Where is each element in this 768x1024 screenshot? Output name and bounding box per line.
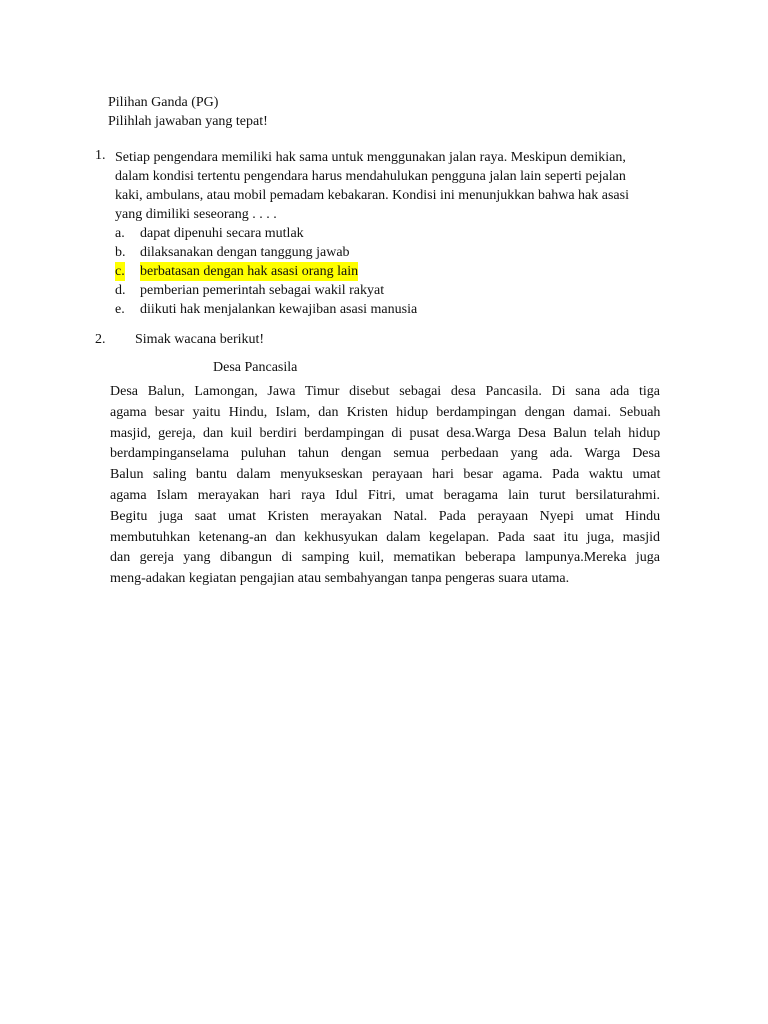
- option-text: dapat dipenuhi secara mutlak: [140, 226, 304, 241]
- option-letter-highlighted: c.: [115, 264, 125, 279]
- option-letter: e.: [115, 302, 125, 317]
- passage-line: Balun saling bantu dalam menyukseskan perayaan hari besar agama. Pada waktu umat: [110, 467, 661, 483]
- option-text: pemberian pemerintah sebagai wakil rakyat: [140, 283, 385, 298]
- passage-title: Desa Pancasila: [213, 360, 298, 375]
- section-title: Pilihan Ganda (PG): [108, 95, 219, 110]
- passage-line: dan gereja yang dibangun di samping kuil, mematikan beberapa lampunya.Mereka juga: [110, 550, 660, 566]
- passage-line: berdampinganselama puluhan tahun dengan semua perbedaan yang ada. Warga Desa: [110, 446, 661, 462]
- question-number: 2.: [95, 332, 106, 347]
- stem-line: kaki, ambulans, atau mobil pemadam kebakaran. Kondisi ini menunjukkan bahwa hak asasi: [115, 188, 629, 203]
- option-text-highlighted: berbatasan dengan hak asasi orang lain: [140, 264, 359, 279]
- passage-line: Begitu juga saat umat Kristen merayakan Natal. Pada perayaan Nyepi umat Hindu: [110, 508, 661, 524]
- passage-line: meng-adakan kegiatan pengajian atau sembahyangan tanpa pengeras suara utama.: [110, 571, 570, 587]
- passage-line: masjid, gereja, dan kuil berdiri berdampingan di pusat desa.Warga Desa Balun telah hidup: [110, 425, 661, 441]
- section-instruction: Pilihlah jawaban yang tepat!: [108, 114, 268, 129]
- option-text: diikuti hak menjalankan kewajiban asasi manusia: [140, 302, 418, 317]
- passage-body: [110, 382, 660, 590]
- option-letter: d.: [115, 283, 126, 298]
- stem-line: dalam kondisi tertentu pengendara harus mendahulukan pengguna jalan lain seperti pejalan: [115, 169, 626, 184]
- option-text: dilaksanakan dengan tanggung jawab: [140, 245, 350, 260]
- question-stem: [115, 148, 670, 224]
- passage-line: agama Islam merayakan hari raya Idul Fitri, umat beragama lain turut bersilaturahmi.: [110, 487, 660, 503]
- question-number: 1.: [95, 148, 106, 163]
- passage-line: agama besar yaitu Hindu, Islam, dan Kristen hidup berdampingan dengan damai. Sebuah: [110, 404, 661, 420]
- option-letter: a.: [115, 226, 125, 241]
- option-letter: b.: [115, 245, 126, 260]
- stem-line: Setiap pengendara memiliki hak sama untuk menggunakan jalan raya. Meskipun demikian,: [115, 150, 626, 165]
- stem-line: yang dimiliki seseorang . . . .: [115, 207, 277, 222]
- passage-line: membutuhkan ketenang-an dan kekhusyukan dalam kegelapan. Pada saat itu juga, masjid: [110, 529, 660, 545]
- question-instruction: Simak wacana berikut!: [135, 332, 265, 347]
- document-header: [108, 93, 268, 131]
- passage-line: Desa Balun, Lamongan, Jawa Timur disebut sebagai desa Pancasila. Di sana ada tiga: [110, 384, 660, 399]
